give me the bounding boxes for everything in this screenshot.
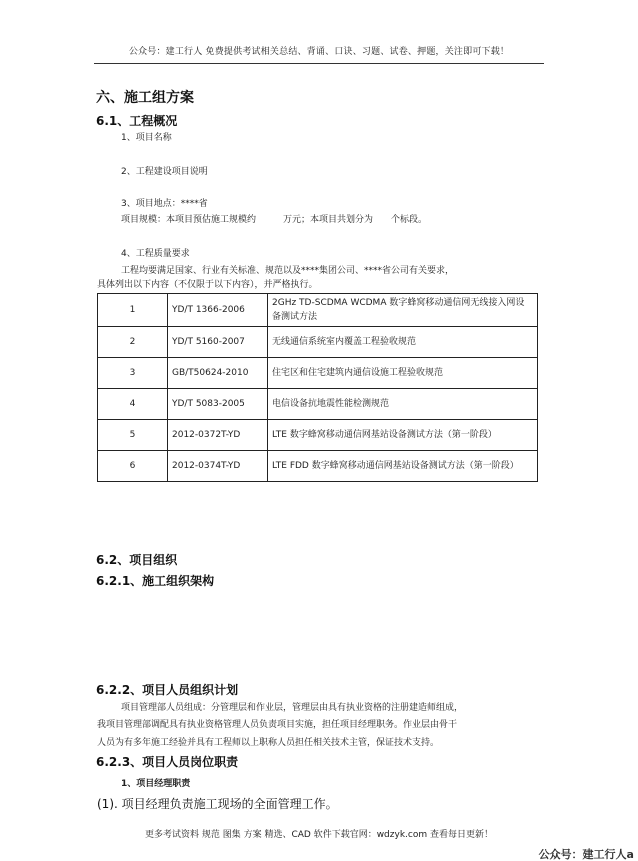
standard-name: LTE FDD 数字蜂窝移动通信网基站设备测试方法（第一阶段） xyxy=(268,451,538,482)
item-project-name: 1、项目名称 xyxy=(121,133,172,143)
row-number: 2 xyxy=(98,327,168,358)
heading-6-2-1: 6.2.1、施工组织架构 xyxy=(96,574,215,588)
table-row xyxy=(98,294,538,327)
table-row xyxy=(98,451,538,482)
quality-text-line-2: 具体列出以下内容（不仅限于以下内容），并严格执行。 xyxy=(97,280,318,290)
header-divider xyxy=(94,63,544,64)
heading-6-2-2: 6.2.2、项目人员组织计划 xyxy=(96,683,239,697)
row-number: 6 xyxy=(98,451,168,482)
staffing-text-line-2: 我项目管理部调配具有执业资格管理人员负责项目实施，担任项目经理职务。作业层由骨干 xyxy=(97,720,458,730)
heading-6-2-3: 6.2.3、项目人员岗位职责 xyxy=(96,755,239,769)
table-row xyxy=(98,420,538,451)
page-header: 公众号：建工行人 免费提供考试相关总结、背诵、口诀、习题、试卷、押题，关注即可下载！ xyxy=(128,47,510,57)
staffing-text-line-3: 人员为有多年施工经验并具有工程师以上职称人员担任相关技术主管，保证技术支持。 xyxy=(97,738,440,748)
row-number: 1 xyxy=(98,294,168,327)
duty-point-1: (1). 项目经理负责施工现场的全面管理工作。 xyxy=(97,797,338,811)
item-quality-requirements: 4、工程质量要求 xyxy=(121,249,190,259)
duty-item-manager: 1、项目经理职责 xyxy=(121,779,191,789)
row-number: 4 xyxy=(98,389,168,420)
page-footer: 更多考试资料 规范 图集 方案 精选、CAD 软件下载官网：wdzyk.com 查看每日更新！ xyxy=(145,830,493,840)
standard-name: LTE 数字蜂窝移动通信网基站设备测试方法（第一阶段） xyxy=(268,420,538,451)
standard-code: YD/T 5160-2007 xyxy=(168,327,268,358)
staffing-text-line-1: 项目管理部人员组成：分管理层和作业层，管理层由具有执业资格的注册建造师组成， xyxy=(121,703,464,713)
standard-name: 无线通信系统室内覆盖工程验收规范 xyxy=(268,327,538,358)
table-row xyxy=(98,327,538,358)
standard-code: YD/T 1366-2006 xyxy=(168,294,268,327)
standard-code: YD/T 5083-2005 xyxy=(168,389,268,420)
table-row xyxy=(98,389,538,420)
standard-code: 2012-0372T-YD xyxy=(168,420,268,451)
table-row xyxy=(98,358,538,389)
standard-name: 电信设备抗地震性能检测规范 xyxy=(268,389,538,420)
item-project-location: 3、项目地点：****省 xyxy=(121,199,208,209)
heading-6-2: 6.2、项目组织 xyxy=(96,553,178,567)
standard-code: 2012-0374T-YD xyxy=(168,451,268,482)
standards-table xyxy=(97,293,538,482)
standard-name: 住宅区和住宅建筑内通信设施工程验收规范 xyxy=(268,358,538,389)
row-number: 3 xyxy=(98,358,168,389)
row-number: 5 xyxy=(98,420,168,451)
heading-6-1: 6.1、工程概况 xyxy=(96,114,178,128)
section-title: 六、施工组方案 xyxy=(96,90,194,106)
item-project-description: 2、工程建设项目说明 xyxy=(121,167,208,177)
standard-code: GB/T50624-2010 xyxy=(168,358,268,389)
watermark: 公众号：建工行人a xyxy=(538,848,634,861)
item-project-scale: 项目规模：本项目预估施工规模约 万元；本项目共划分为 个标段。 xyxy=(121,215,428,225)
standard-name: 2GHz TD-SCDMA WCDMA 数字蜂窝移动通信网无线接入网设备测试方法 xyxy=(268,294,538,327)
quality-text-line-1: 工程均要满足国家、行业有关标准、规范以及****集团公司、****省公司有关要求， xyxy=(121,266,455,276)
